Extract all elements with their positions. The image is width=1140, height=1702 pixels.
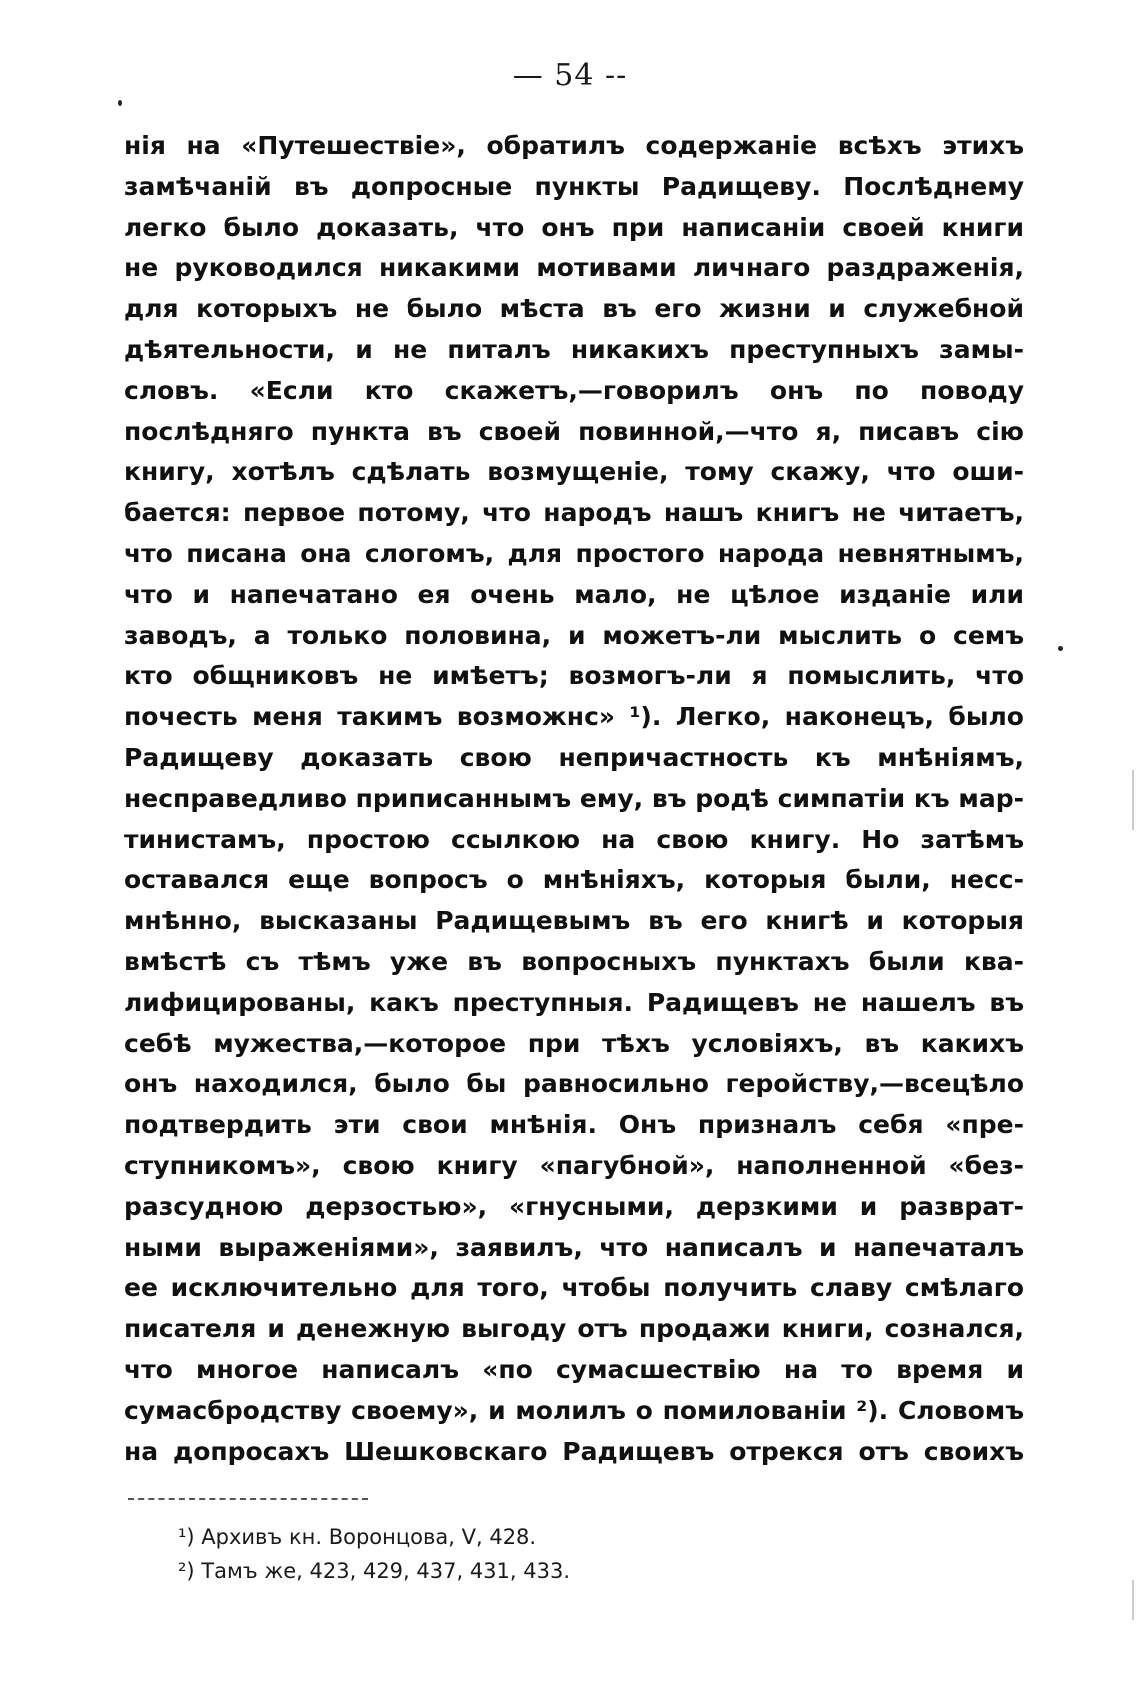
text-line: на допросахъ Шешковскаго Радищевъ отрекся отъ своихъ: [124, 1436, 1024, 1466]
text-line: сумасбродству своему», и молилъ о помилованіи ²). Словомъ: [124, 1395, 1024, 1425]
text-line: себѣ мужества,—которое при тѣхъ условіяхъ, въ какихъ: [124, 1028, 1024, 1058]
footnote-1: ¹) Архивъ кн. Воронцова, V, 428.: [178, 1525, 537, 1549]
text-line: подтвердить эти свои мнѣнія. Онъ призналъ себя «пре-: [124, 1110, 1024, 1140]
text-line: не руководился никакими мотивами личнаго раздраженія,: [124, 253, 1024, 283]
text-line: мнѣнно, высказаны Радищевымъ въ его книгѣ и которыя: [124, 906, 1024, 936]
text-line: нія на «Путешествіе», обратилъ содержаніе всѣхъ этихъ: [124, 131, 1024, 160]
text-line: заводъ, а только половина, и можетъ-ли мыслить о семъ: [124, 620, 1024, 650]
text-line: книгу, хотѣлъ сдѣлать возмущеніе, тому скажу, что оши-: [124, 457, 1024, 487]
text-line: разсудною дерзостью», «гнусными, дерзкими и разврат-: [124, 1191, 1024, 1221]
text-line: легко было доказать, что онъ при написаніи своей книги: [124, 212, 1024, 242]
text-line: оставался еще вопросъ о мнѣніяхъ, которыя были, несс-: [124, 865, 1024, 895]
text-line: что писана она слогомъ, для простого народа невнятнымъ,: [124, 538, 1024, 568]
text-line: что многое написалъ «по сумасшествію на то время и: [124, 1354, 1024, 1384]
text-line: Радищеву доказать свою непричастность къ мнѣніямъ,: [124, 742, 1024, 772]
text-line: послѣдняго пункта въ своей повинной,—что я, писавъ сію: [124, 416, 1024, 446]
footnote-2: ²) Тамъ же, 423, 429, 437, 431, 433.: [178, 1559, 571, 1583]
text-line: вмѣстѣ съ тѣмъ уже въ вопросныхъ пунктахъ были ква-: [124, 946, 1024, 976]
text-line: дѣятельности, и не питалъ никакихъ преступныхъ замы-: [124, 334, 1024, 364]
text-line: что и напечатано ея очень мало, не цѣлое изданіе или: [124, 579, 1024, 609]
page-number: — 54 --: [512, 58, 628, 93]
text-line: ступникомъ», свою книгу «пагубной», наполненной «без-: [124, 1150, 1024, 1180]
footnotes: [178, 1520, 878, 1588]
scan-edge-mark: [1132, 1580, 1134, 1620]
text-line: писателя и денежную выгоду отъ продажи книги, сознался,: [124, 1314, 1024, 1344]
text-line: онъ находился, было бы равносильно геройству,—всецѣло: [124, 1069, 1024, 1099]
text-line: несправедливо приписаннымъ ему, въ родѣ симпатіи къ мар-: [124, 783, 1024, 813]
body-text: [124, 126, 1024, 1472]
text-line: ее исключительно для того, чтобы получить славу смѣлаго: [124, 1273, 1024, 1303]
text-line: бается: первое потому, что народъ нашъ книгъ не читаетъ,: [124, 498, 1024, 528]
scan-edge-mark: [1132, 770, 1134, 830]
text-line: лифицированы, какъ преступныя. Радищевъ не нашелъ въ: [124, 987, 1024, 1017]
footnote-separator: [128, 1498, 368, 1500]
text-line: словъ. «Если кто скажетъ,—говорилъ онъ по поводу: [124, 375, 1024, 405]
text-line: кто общниковъ не имѣетъ; возмогъ-ли я помыслить, что: [124, 661, 1024, 691]
text-line: тинистамъ, простою ссылкою на свою книгу. Но затѣмъ: [124, 824, 1024, 854]
print-speck: [1058, 646, 1063, 651]
text-line: замѣчаній въ допросные пункты Радищеву. Послѣднему: [124, 171, 1024, 201]
print-speck: [118, 100, 122, 106]
text-line: почесть меня такимъ возможнс» ¹). Легко, наконецъ, было: [124, 702, 1024, 732]
text-line: для которыхъ не было мѣста въ его жизни и служебной: [124, 294, 1024, 324]
text-line: ными выраженіями», заявилъ, что написалъ и напечаталъ: [124, 1232, 1024, 1262]
